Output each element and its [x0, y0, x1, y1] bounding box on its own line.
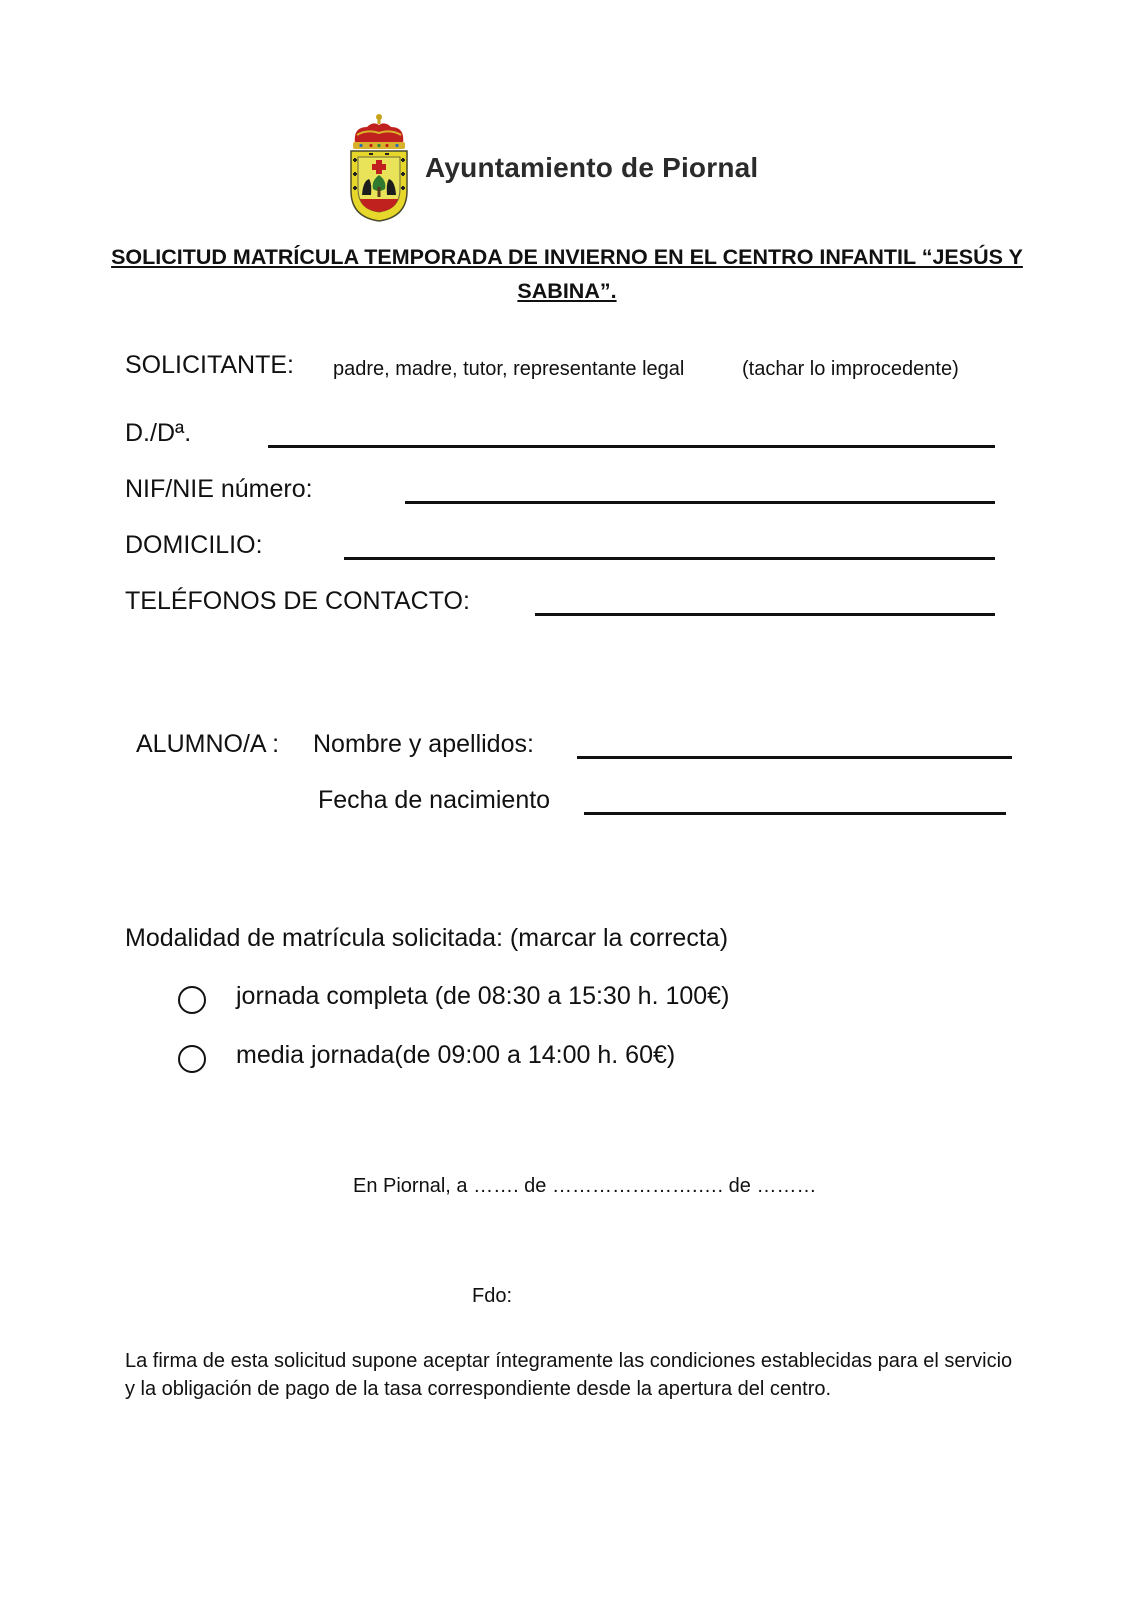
address-field-line[interactable]: [344, 557, 995, 560]
birth-date-label: Fecha de nacimiento: [318, 786, 551, 814]
phones-label: TELÉFONOS DE CONTACTO:: [125, 587, 470, 615]
applicant-note: (tachar lo improcedente): [742, 358, 959, 380]
modality-heading: Modalidad de matrícula solicitada: (marcar la correcta): [125, 924, 729, 952]
student-name-field-line[interactable]: [577, 756, 1012, 759]
address-label: DOMICILIO:: [125, 531, 263, 559]
signature-label: Fdo:: [472, 1285, 513, 1307]
municipal-crest-icon: [347, 113, 411, 225]
full-day-option-label: jornada completa (de 08:30 a 15:30 h. 100€): [236, 982, 730, 1010]
org-name: Ayuntamiento de Piornal: [425, 152, 759, 183]
place-date-line: En Piornal, a ……. de ………………….…. de ………: [353, 1175, 817, 1197]
phones-field-line[interactable]: [535, 613, 995, 616]
student-name-label: Nombre y apellidos:: [313, 730, 534, 758]
nif-field-line[interactable]: [405, 501, 995, 504]
nif-label: NIF/NIE número:: [125, 475, 313, 503]
half-day-radio[interactable]: [178, 1045, 206, 1073]
document-title: SOLICITUD MATRÍCULA TEMPORADA DE INVIERNO EN EL CENTRO INFANTIL “JESÚS Y SABINA”.: [111, 245, 1023, 303]
birth-date-field-line[interactable]: [584, 812, 1006, 815]
half-day-option-label: media jornada(de 09:00 a 14:00 h. 60€): [236, 1041, 676, 1069]
applicant-options: padre, madre, tutor, representante legal: [333, 358, 685, 380]
full-day-radio[interactable]: [178, 986, 206, 1014]
footer-note: La firma de esta solicitud supone aceptar íntegramente las condiciones establecidas para el servicio y la obligación de pago de la tasa correspondiente desde la apertura del centro.: [125, 1350, 1013, 1400]
applicant-label: SOLICITANTE:: [125, 351, 295, 379]
name-label: D./Dª.: [125, 419, 192, 447]
student-label: ALUMNO/A :: [136, 730, 280, 758]
name-field-line[interactable]: [268, 445, 995, 448]
